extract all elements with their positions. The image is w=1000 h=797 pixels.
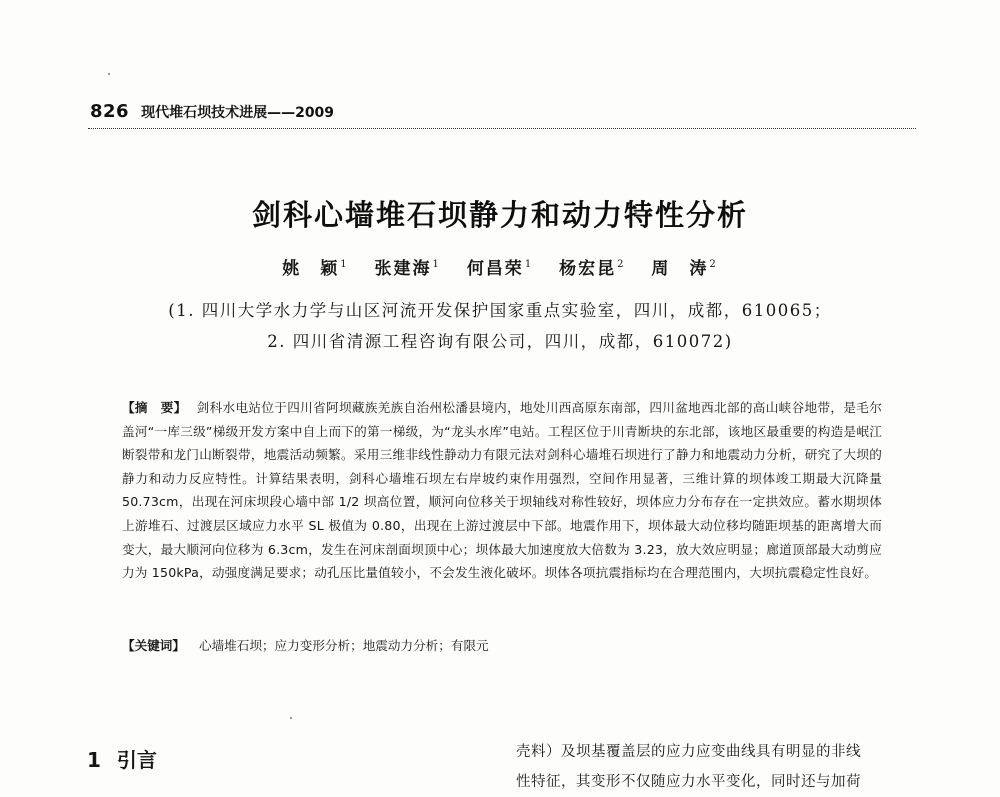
paper-title: 剑科心墙堆石坝静力和动力特性分析 xyxy=(251,198,748,232)
journal-title: 现代堆石坝技术进展——2009 xyxy=(141,105,335,121)
keywords-label: 【关键词】 xyxy=(122,638,185,653)
scan-speck xyxy=(108,73,110,75)
body-line: 壳料）及坝基覆盖层的应力应变曲线具有明显的非线 xyxy=(516,744,861,760)
section-number: 1 xyxy=(87,748,101,772)
abstract-label: 【摘 要】 xyxy=(122,400,187,415)
author: 何昌荣$^1$ xyxy=(466,259,534,279)
keywords xyxy=(122,634,882,657)
section-heading xyxy=(87,744,157,773)
author: 姚 颖$^1$ xyxy=(282,259,349,279)
running-header xyxy=(90,101,334,125)
header-rule xyxy=(88,128,916,129)
body-text-right-column xyxy=(516,737,918,797)
section-title: 引言 xyxy=(116,748,157,772)
page-number: 826 xyxy=(90,101,130,122)
keywords-text: 心墙堆石坝；应力变形分析；地震动力分析；有限元 xyxy=(198,638,489,653)
abstract xyxy=(122,396,882,585)
author: 周 涛$^2$ xyxy=(651,259,718,279)
affiliation-line-2: 2. 四川省清源工程咨询有限公司，四川，成都，610072) xyxy=(267,332,733,351)
abstract-text: 剑科水电站位于四川省阿坝藏族羌族自治州松潘县境内，地处川西高原东南部，四川盆地西北部的高山峡谷地带，是毛尔盖河“一库三级”梯级开发方案中自上而下的第一梯级，为“龙头水库”电站。工程区位于川青断块的东北部，该地区最重要的构造是岷江断裂带和龙门山断裂带，地震活动频繁。采用三维非线性静动力有限元法对剑科心墙堆石坝进行了静力和地震动力分析，研究了大坝的静力和动力反应特性。计算结果表明，剑科心墙堆石坝左右岸坡约束作用强烈，空间作用显著，三维计算的坝体竣工期最大沉降量 50.73cm，出现在河床坝段心墙中部 1/2 坝高位置，顺河向位移关于坝轴线对称性较好，坝体应力分布存在一定拱效应。蓄水期坝体上游堆石、过渡层区域应力水平 SL 极值为 0.80，出现在上游过渡层中下部。地震作用下，坝体最大动位移均随距坝基的距离增大而变大，最大顺河向位移为 6.3cm，发生在河床剖面坝顶中心；坝体最大加速度放大倍数为 3.23，放大效应明显；廊道顶部最大动剪应力为 150kPa，动强度满足要求；动孔压比量值较小，不会发生液化破坏。坝体各项抗震指标均在合理范围内，大坝抗震稳定性良好。 xyxy=(122,400,882,581)
affiliation-line-1: (1. 四川大学水力学与山区河流开发保护国家重点实验室，四川，成都，610065； xyxy=(168,301,832,320)
scan-speck xyxy=(290,717,292,719)
author-list xyxy=(0,254,1000,279)
body-line: 性特征，其变形不仅随应力水平变化，同时还与加荷 xyxy=(516,774,861,790)
author: 杨宏昆$^2$ xyxy=(559,259,626,279)
author: 张建海$^1$ xyxy=(374,259,441,279)
